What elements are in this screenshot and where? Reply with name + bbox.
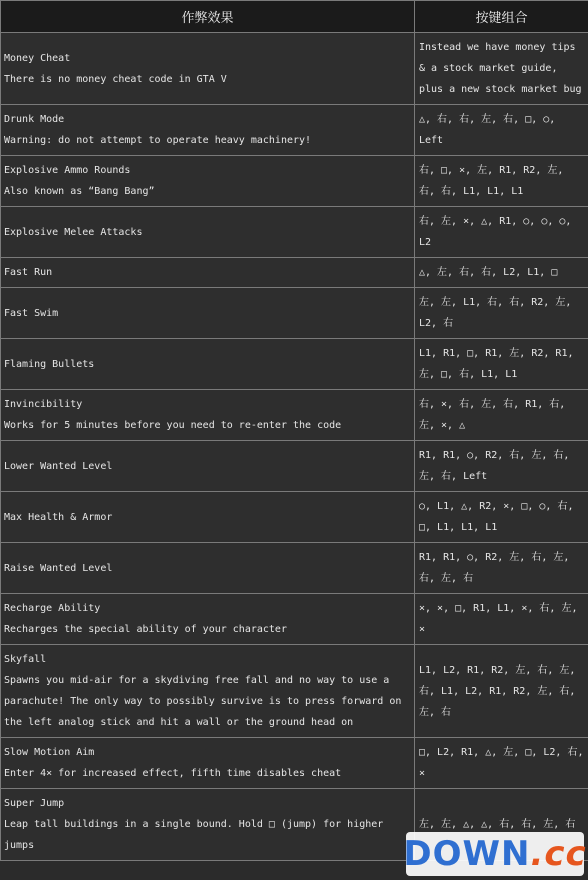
button-combo-cell: 左, 左, △, △, 右, 右, 左, 右 <box>415 789 588 861</box>
cheat-name: Explosive Ammo Rounds <box>4 165 131 176</box>
cheat-effect-cell <box>1 258 415 288</box>
cheat-description: Recharges the special ability of your character <box>4 624 287 635</box>
header-combo: 按键组合 <box>415 1 588 33</box>
table-row <box>1 645 588 738</box>
cheat-name: Lower Wanted Level <box>4 460 113 472</box>
button-combo-cell: R1, R1, ○, R2, 左, 右, 左, 右, 左, 右 <box>415 543 588 594</box>
cheat-name: Fast Swim <box>4 307 59 319</box>
button-combo-cell: ×, ×, □, R1, L1, ×, 右, 左, × <box>415 594 588 645</box>
cheat-description: Spawns you mid-air for a skydiving free fall and no way to use a parachute! The only way to possibly survive is to press forward on the left analog stick and hit a wall or the ground head on <box>4 675 402 728</box>
cheat-effect-cell <box>1 156 415 207</box>
cheat-name: Max Health & Armor <box>4 511 113 523</box>
cheat-name: Skyfall <box>4 654 47 665</box>
cheat-name: Invincibility <box>4 399 83 410</box>
watermark-logo <box>403 832 587 876</box>
table-row <box>1 492 588 543</box>
cheat-effect-cell <box>1 207 415 258</box>
cheat-effect-cell <box>1 105 415 156</box>
watermark-part2: .cc <box>530 834 587 874</box>
cheat-description: Works for 5 minutes before you need to re-enter the code <box>4 420 342 431</box>
button-combo-cell: L1, L2, R1, R2, 左, 右, 左, 右, L1, L2, R1, R2, 左, 右, 左, 右 <box>415 645 588 738</box>
watermark-part1: DOWN <box>403 834 531 874</box>
cheat-description: There is no money cheat code in GTA V <box>4 73 227 85</box>
cheat-name: Explosive Melee Attacks <box>4 226 143 238</box>
button-combo-cell: □, L2, R1, △, 左, □, L2, 右, × <box>415 738 588 789</box>
cheat-description: Warning: do not attempt to operate heavy machinery! <box>4 135 312 146</box>
cheat-name: Drunk Mode <box>4 114 65 125</box>
cheat-effect-cell <box>1 738 415 789</box>
table-row <box>1 207 588 258</box>
button-combo-cell: R1, R1, ○, R2, 右, 左, 右, 左, 右, Left <box>415 441 588 492</box>
table-row <box>1 738 588 789</box>
cheat-name: Flaming Bullets <box>4 358 95 370</box>
button-combo-cell: 右, 左, ×, △, R1, ○, ○, ○, L2 <box>415 207 588 258</box>
table-header-row <box>1 1 588 33</box>
cheat-name: Recharge Ability <box>4 603 101 614</box>
cheat-effect-cell <box>1 645 415 738</box>
table-row <box>1 543 588 594</box>
cheat-name: Fast Run <box>4 267 53 278</box>
button-combo-cell: L1, R1, □, R1, 左, R2, R1, 左, □, 右, L1, L1 <box>415 339 588 390</box>
button-combo-cell: Instead we have money tips & a stock market guide, plus a new stock market bug <box>415 33 588 105</box>
table-row <box>1 339 588 390</box>
button-combo-cell: △, 左, 右, 右, L2, L1, □ <box>415 258 588 288</box>
cheat-effect-cell <box>1 288 415 339</box>
button-combo-cell: 右, □, ×, 左, R1, R2, 左, 右, 右, L1, L1, L1 <box>415 156 588 207</box>
table-row <box>1 594 588 645</box>
cheat-name: Raise Wanted Level <box>4 562 113 574</box>
button-combo-cell: 右, ×, 右, 左, 右, R1, 右, 左, ×, △ <box>415 390 588 441</box>
cheat-effect-cell <box>1 492 415 543</box>
cheat-effect-cell <box>1 594 415 645</box>
cheat-description: Leap tall buildings in a single bound. Hold □ (jump) for higher jumps <box>4 819 384 851</box>
button-combo-cell: △, 右, 右, 左, 右, □, ○, Left <box>415 105 588 156</box>
table-row <box>1 288 588 339</box>
table-row <box>1 258 588 288</box>
cheat-name: Money Cheat <box>4 52 71 64</box>
button-combo-cell: ○, L1, △, R2, ×, □, ○, 右, □, L1, L1, L1 <box>415 492 588 543</box>
cheat-description: Enter 4× for increased effect, fifth time disables cheat <box>4 768 342 779</box>
cheat-name: Slow Motion Aim <box>4 747 95 758</box>
table-row <box>1 105 588 156</box>
cheat-effect-cell <box>1 441 415 492</box>
cheat-effect-cell <box>1 543 415 594</box>
cheat-name: Super Jump <box>4 798 65 809</box>
table-row <box>1 156 588 207</box>
table-row <box>1 441 588 492</box>
cheat-effect-cell <box>1 33 415 105</box>
cheat-description: Also known as “Bang Bang” <box>4 186 155 197</box>
cheat-effect-cell <box>1 339 415 390</box>
button-combo-cell: 左, 左, L1, 右, 右, R2, 左, L2, 右 <box>415 288 588 339</box>
cheat-effect-cell <box>1 789 415 861</box>
cheat-effect-cell <box>1 390 415 441</box>
table-row <box>1 390 588 441</box>
table-row <box>1 33 588 105</box>
header-effect: 作弊效果 <box>1 1 415 33</box>
